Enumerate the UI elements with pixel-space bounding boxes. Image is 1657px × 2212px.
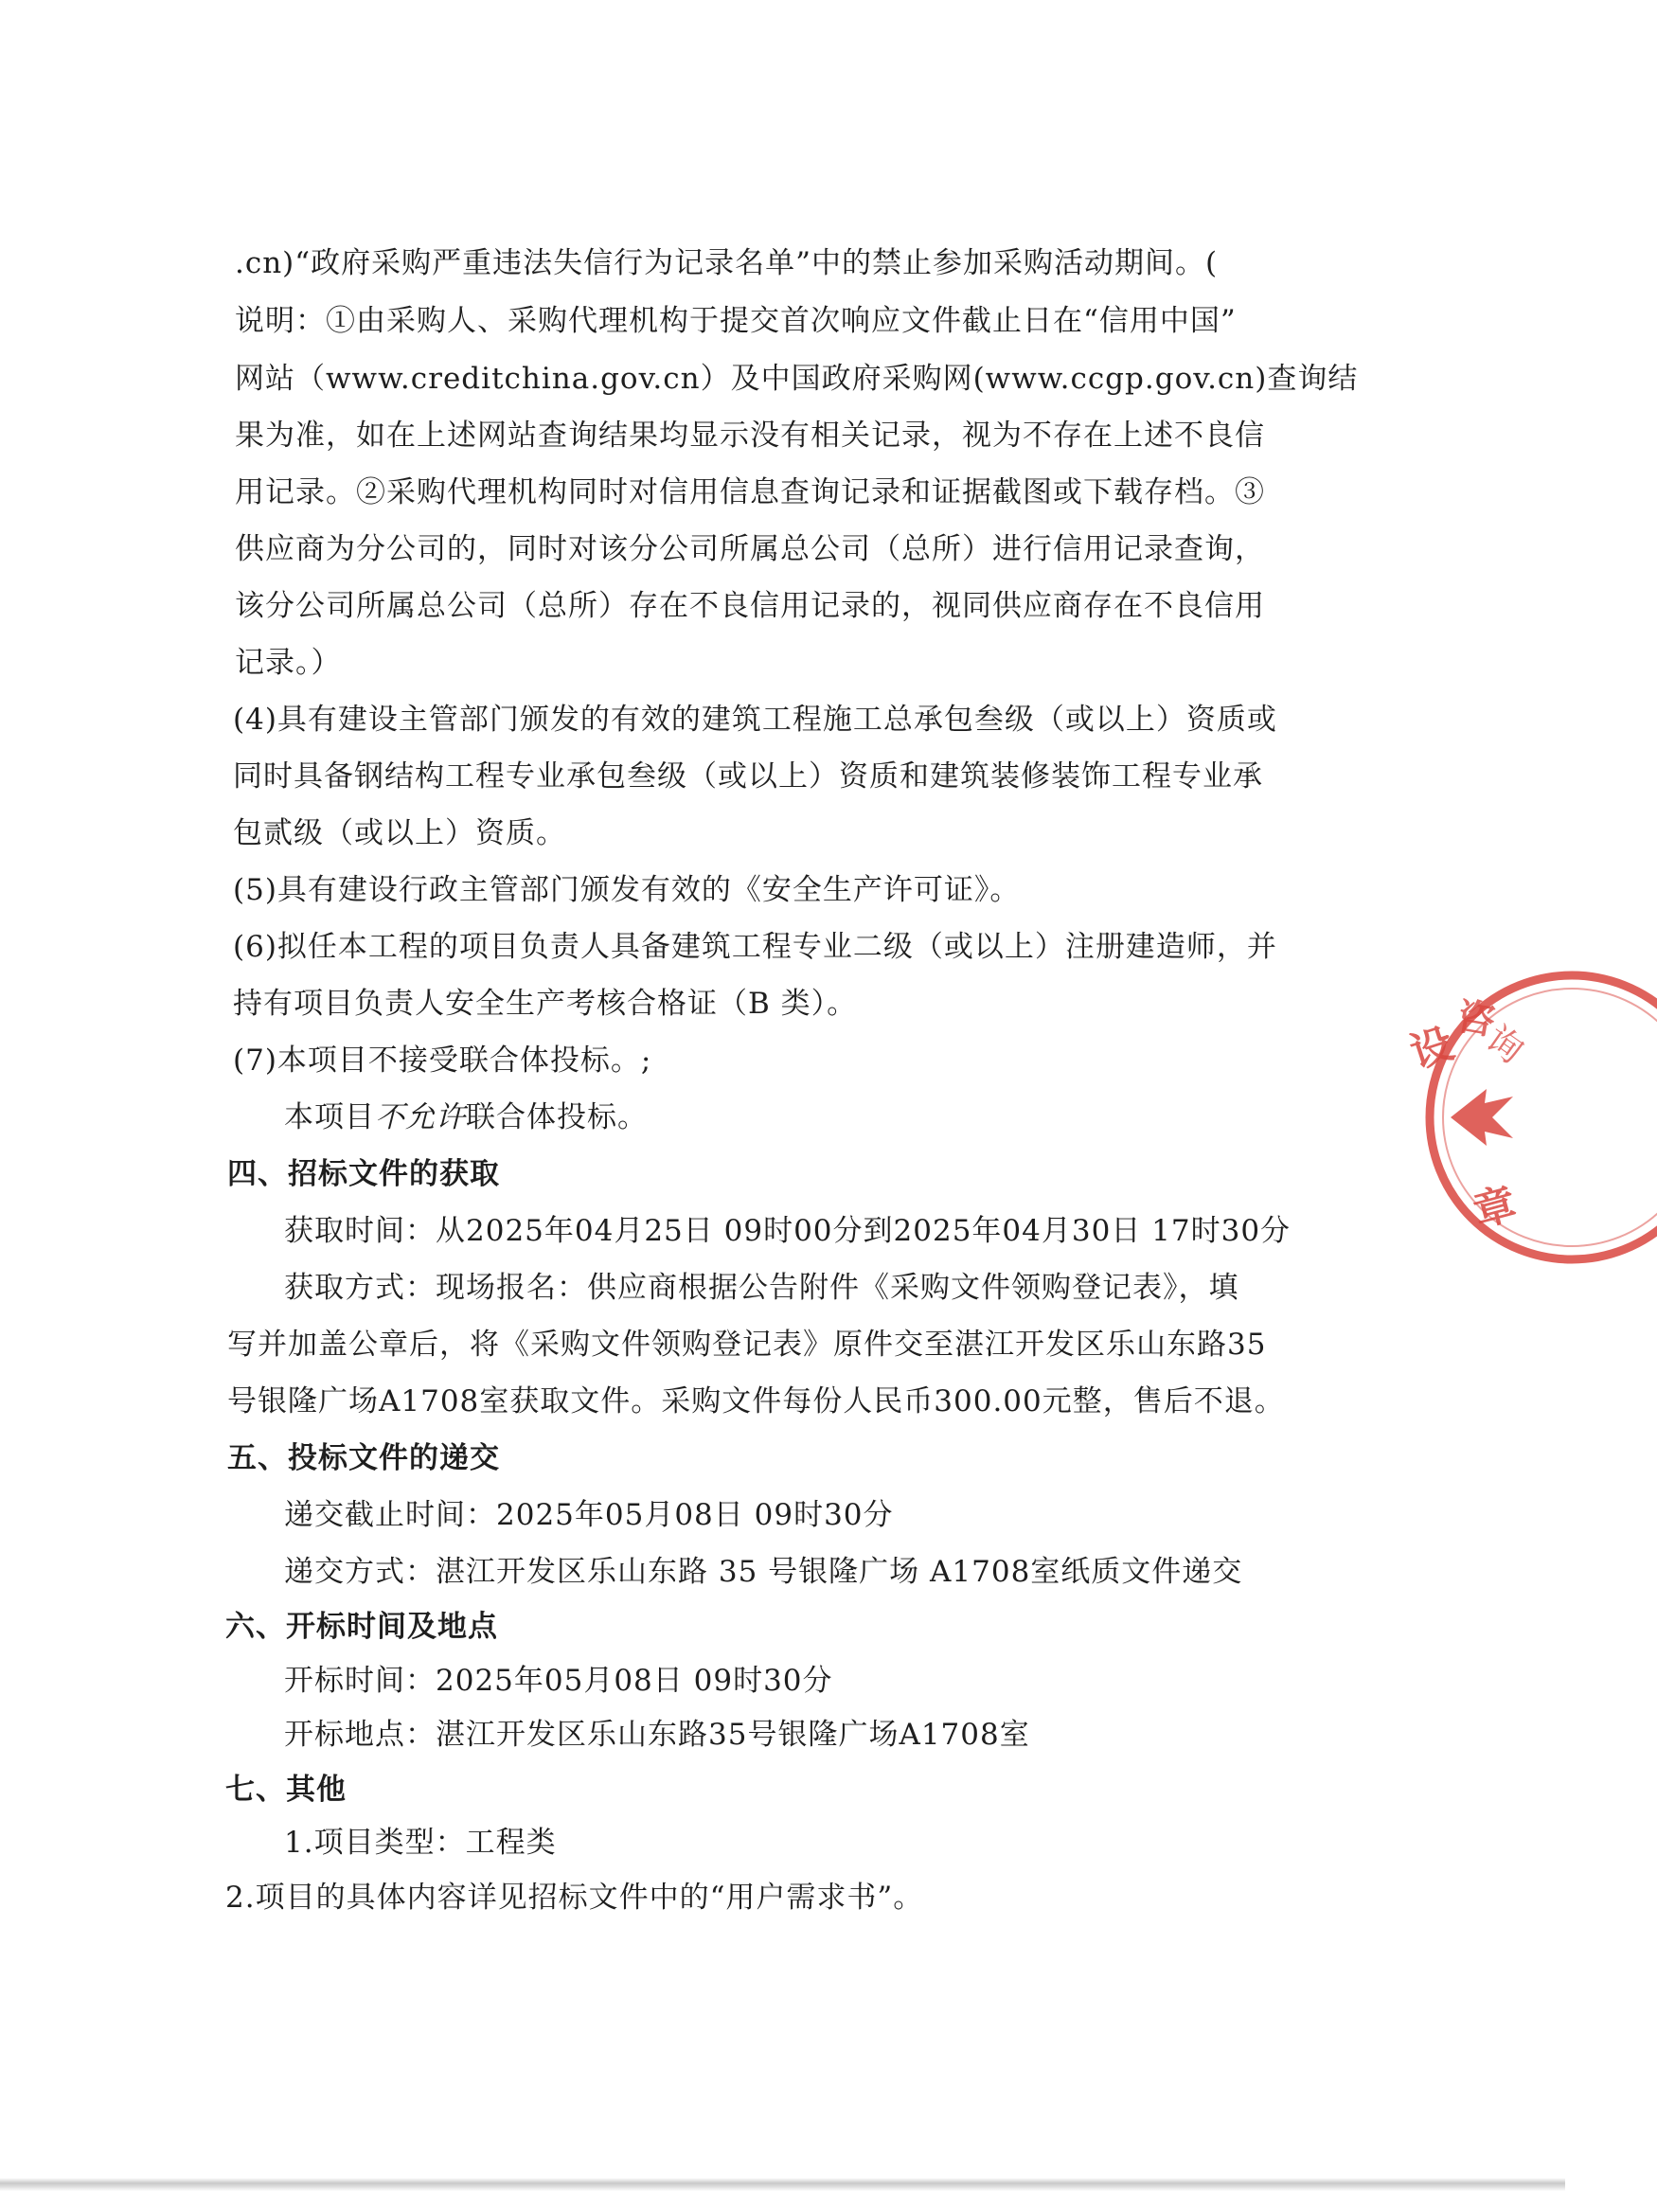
svg-text:设: 设	[1404, 1019, 1460, 1079]
credit-line-7: 该分公司所属总公司（总所）存在不良信用记录的，视同供应商存在不良信用	[235, 589, 1265, 623]
credit-line-2: 说明：①由采购人、采购代理机构于提交首次响应文件截止日在“信用中国”	[235, 304, 1237, 338]
consortium-prefix: 本项目	[284, 1100, 375, 1134]
credit-line-8: 记录。）	[235, 646, 342, 680]
section-4-method-line-3: 号银隆广场A1708室获取文件。采购文件每份人民币300.00元整，售后不退。	[227, 1384, 1285, 1418]
consortium-suffix: 联合体投标。	[466, 1100, 648, 1134]
requirement-4-line-1: (4)具有建设主管部门颁发的有效的建筑工程施工总承包叁级（或以上）资质或	[233, 703, 1277, 737]
requirement-7: (7)本项目不接受联合体投标。;	[233, 1044, 652, 1078]
seal-star-icon	[1451, 1089, 1513, 1146]
credit-line-4: 果为准，如在上述网站查询结果均显示没有相关记录，视为不存在上述不良信	[235, 419, 1265, 453]
consortium-italic: 不允许	[375, 1100, 466, 1134]
requirement-4-line-3: 包贰级（或以上）资质。	[233, 816, 566, 850]
section-5-deadline: 递交截止时间：2025年05月08日 09时30分	[284, 1498, 894, 1532]
section-5-heading: 五、投标文件的递交	[227, 1441, 500, 1475]
section-7-item-2: 2.项目的具体内容详见招标文件中的“用户需求书”。	[225, 1881, 924, 1915]
svg-text:询: 询	[1477, 1017, 1532, 1072]
section-7-item-1: 1.项目类型：工程类	[284, 1826, 557, 1860]
scan-edge	[0, 2178, 1565, 2191]
credit-line-5: 用记录。②采购代理机构同时对信用信息查询记录和证据截图或下载存档。③	[235, 475, 1265, 509]
requirement-5: (5)具有建设行政主管部门颁发有效的《安全生产许可证》。	[233, 873, 1021, 907]
section-4-time: 获取时间：从2025年04月25日 09时00分到2025年04月30日 17时30分	[284, 1214, 1292, 1248]
svg-text:咨: 咨	[1453, 993, 1499, 1044]
section-7-heading: 七、其他	[225, 1773, 347, 1807]
credit-line-6: 供应商为分公司的，同时对该分公司所属总公司（总所）进行信用记录查询，	[235, 532, 1265, 566]
section-4-heading: 四、招标文件的获取	[227, 1157, 500, 1191]
section-5-method: 递交方式：湛江开发区乐山东路 35 号银隆广场 A1708室纸质文件递交	[284, 1555, 1243, 1589]
requirement-6-line-2: 持有项目负责人安全生产考核合格证（B 类）。	[233, 987, 858, 1021]
section-6-place: 开标地点：湛江开发区乐山东路35号银隆广场A1708室	[284, 1718, 1030, 1752]
credit-line-3: 网站（www.creditchina.gov.cn）及中国政府采购网(www.ccgp.gov.cn)查询结	[235, 362, 1359, 396]
company-seal	[1404, 947, 1657, 1288]
section-4-method-line-2: 写并加盖公章后，将《采购文件领购登记表》原件交至湛江开发区乐山东路35	[227, 1328, 1267, 1362]
section-6-heading: 六、开标时间及地点	[225, 1610, 498, 1644]
credit-line-1: .cn)“政府采购严重违法失信行为记录名单”中的禁止参加采购活动期间。(	[235, 246, 1219, 280]
svg-text:章: 章	[1468, 1179, 1522, 1237]
section-6-time: 开标时间：2025年05月08日 09时30分	[284, 1664, 833, 1698]
requirement-6-line-1: (6)拟任本工程的项目负责人具备建筑工程专业二级（或以上）注册建造师，并	[233, 930, 1277, 964]
requirement-4-line-2: 同时具备钢结构工程专业承包叁级（或以上）资质和建筑装修装饰工程专业承	[233, 759, 1263, 794]
section-4-method-line-1: 获取方式：现场报名：供应商根据公告附件《采购文件领购登记表》，填	[284, 1271, 1239, 1305]
consortium-statement	[284, 1098, 648, 1136]
